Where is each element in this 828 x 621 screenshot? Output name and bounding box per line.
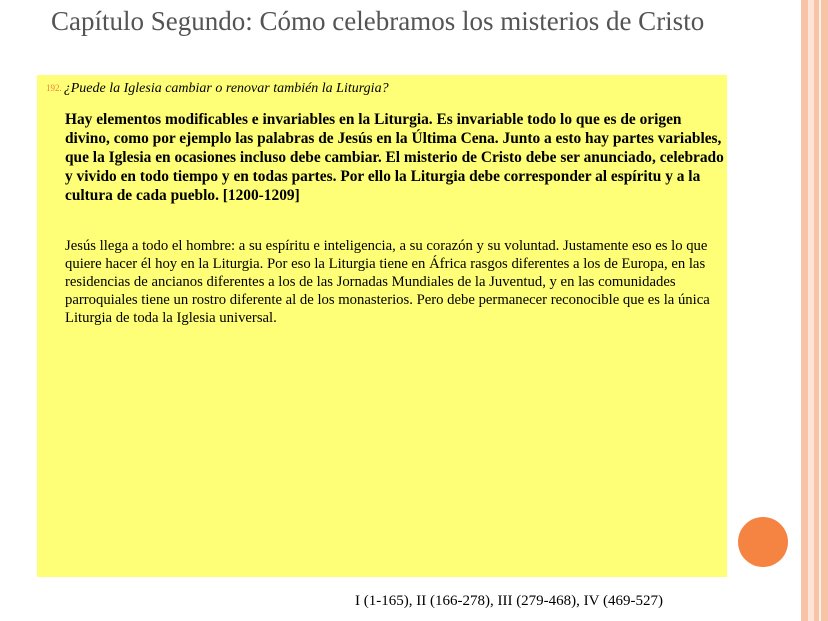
slide-title: Capítulo Segundo: Cómo celebramos los misterios de Cristo: [51, 6, 705, 36]
side-decoration-band: [801, 0, 828, 621]
orange-circle-decoration: [738, 517, 788, 567]
answer-summary: Hay elementos modificables e invariables en la Liturgia. Es invariable todo lo que es de origen divino, como por ejemplo las palabras de Jesús en la Última Cena. Junto a esto hay partes variables, que la Iglesia en ocasiones incluso debe cambiar. El misterio de Cristo debe ser anunciado, celebrado y vivido en todo tiempo y en todas partes. Por ello la Liturgia debe corresponder al espíritu y a la cultura de cada pueblo. [1200-1209]: [65, 111, 724, 204]
answer-explanation: Jesús llega a todo el hombre: a su espíritu e inteligencia, a su corazón y su voluntad. Justamente eso es lo que quiere hacer él hoy en la Liturgia. Por eso la Liturgia tiene en África rasgos diferentes a los de Europa, en las residencias de ancianos diferentes a los de las Jornadas Mundiales de la Juventud, y en las comunidades parroquiales tiene un rostro diferente al de los monasterios. Pero debe permanecer reconocible que es la única Liturgia de toda la Iglesia universal.: [65, 238, 710, 326]
footer-reference: I (1-165), II (166-278), III (279-468), IV (469-527): [355, 593, 663, 609]
side-decoration-stripe: [808, 0, 814, 621]
question-number: 192.: [46, 83, 62, 93]
question-line: [46, 80, 716, 97]
side-decoration-line: [819, 0, 821, 621]
question-text: ¿Puede la Iglesia cambiar o renovar también la Liturgia?: [63, 81, 389, 96]
content-box: [37, 75, 727, 577]
